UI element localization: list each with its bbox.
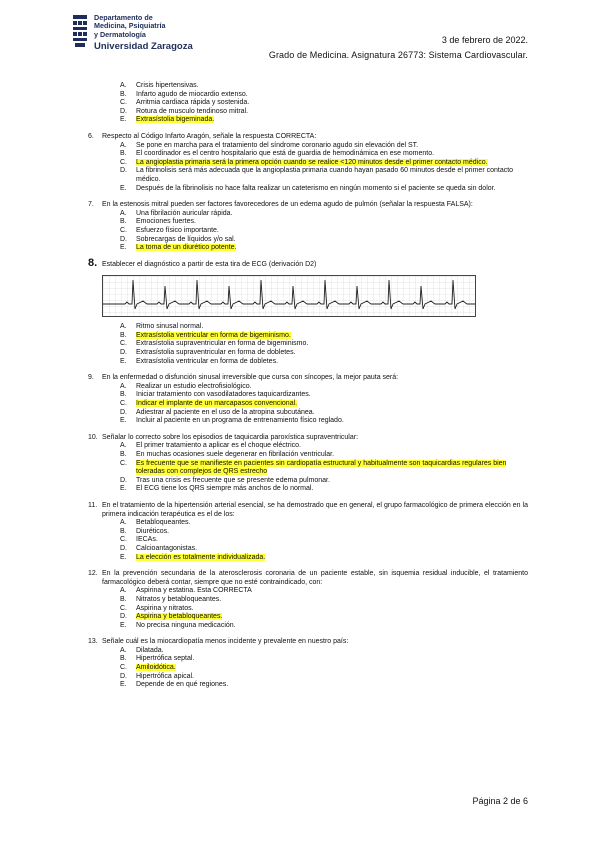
answer-option: [120, 528, 528, 537]
option-letter: B.: [120, 391, 127, 399]
answer-option: [120, 451, 528, 460]
answer-option: [120, 108, 528, 117]
question: [88, 502, 528, 562]
answer-option: [120, 647, 528, 656]
option-text: Tras una crisis es frecuente que se presente edema pulmonar.: [136, 476, 330, 484]
option-letter: A.: [120, 519, 127, 527]
option-letter: B.: [120, 451, 127, 458]
question-text: En el tratamiento de la hipertensión arterial esencial, se ha demostrado que en general, el grupo farmacológico de primera elección en la primera indicación terapéutica es el de los:: [102, 501, 528, 518]
answer-option: [120, 417, 528, 426]
answer-option: [120, 596, 528, 605]
option-text: Después de la fibrinolisis no hace falta realizar un cateterismo en ningún momento si el paciente se queda sin dolor.: [136, 184, 496, 192]
exam-date: 3 de febrero de 2022.: [441, 35, 528, 45]
highlighted-option-text: Amiloidótica.: [136, 664, 176, 672]
option-letter: E.: [120, 621, 127, 629]
option-text: Emociones fuertes.: [136, 218, 196, 226]
university-emblem-icon: [72, 14, 88, 52]
page-number: Página 2 de 6: [472, 796, 528, 806]
option-text: Nitratos y betabloqueantes.: [136, 595, 222, 603]
question: [88, 570, 528, 630]
option-letter: C.: [120, 340, 127, 348]
option-letter: C.: [120, 536, 127, 544]
option-text: Dilatada.: [136, 646, 164, 654]
option-letter: A.: [120, 82, 127, 89]
answer-option: [120, 227, 528, 236]
option-text: El ECG tiene los QRS siempre más anchos de lo normal.: [136, 485, 314, 493]
answer-option: [120, 185, 528, 194]
option-text: Calcioantagonistas.: [136, 544, 198, 552]
ecg-strip-image: [102, 275, 476, 317]
option-letter: C.: [120, 400, 127, 408]
question-number: 11.: [88, 501, 98, 509]
question: [88, 374, 528, 426]
answer-option: [120, 673, 528, 682]
option-letter: C.: [120, 664, 127, 672]
question-number: 6.: [88, 132, 94, 140]
option-letter: D.: [120, 107, 127, 115]
answer-option: [120, 323, 528, 332]
option-text: Esfuerzo físico importante.: [136, 226, 219, 234]
option-text: Rotura de musculo tendinoso mitral.: [136, 107, 249, 115]
option-text: Una fibrilación auricular rápida.: [136, 209, 233, 217]
question: [88, 201, 528, 253]
option-text: En muchas ocasiones suele degenerar en fibrilación ventricular.: [136, 451, 335, 458]
answer-option: [120, 409, 528, 418]
highlighted-option-text: La angioplastia primaria será la primera opción cuando se realice <120 minutos desde el primer contacto médico.: [136, 158, 488, 166]
answer-option: [120, 613, 528, 622]
option-letter: B.: [120, 595, 127, 603]
option-text: Iniciar tratamiento con vasodilatadores taquicardizantes.: [136, 391, 311, 399]
answer-option: [120, 167, 528, 184]
question-text: Respecto al Código Infarto Aragón, señale la respuesta CORRECTA:: [102, 132, 317, 140]
answer-option: [120, 218, 528, 227]
option-letter: A.: [120, 209, 127, 217]
option-letter: A.: [120, 323, 127, 331]
option-letter: D.: [120, 613, 127, 621]
option-letter: B.: [120, 90, 127, 98]
highlighted-option-text: Es frecuente que se manifieste en pacientes sin cardiopatía estructural y habitualmente son taquicardias regulares bien toleradas con complejos de QRS estrecho: [136, 459, 507, 476]
option-letter: C.: [120, 99, 127, 107]
answer-option: [120, 391, 528, 400]
question-text: Señalar lo correcto sobre los episodios de taquicardia paroxística supraventricular:: [102, 433, 359, 441]
answer-option: [120, 349, 528, 358]
answer-option: [120, 485, 528, 494]
option-letter: C.: [120, 158, 127, 166]
option-text: Diuréticos.: [136, 527, 170, 535]
question-text: Señale cuál es la miocardiopatía menos incidente y prevalente en nuestro país:: [102, 638, 349, 646]
option-text: Sobrecargas de líquidos y/o sal.: [136, 235, 236, 243]
option-letter: A.: [120, 646, 127, 654]
option-letter: D.: [120, 235, 127, 243]
option-letter: A.: [120, 141, 127, 149]
highlighted-option-text: Extrasístolia ventricular en forma de bigeminismo.: [136, 331, 291, 339]
highlighted-option-text: La elección es totalmente individualizada.: [136, 553, 266, 561]
answer-option: [120, 681, 528, 690]
option-letter: E.: [120, 553, 127, 561]
answer-option: [120, 236, 528, 245]
option-letter: D.: [120, 476, 127, 484]
option-text: Extrasístolia supraventricular en forma de bigeminismo.: [136, 340, 309, 348]
option-text: Hipertrófica septal.: [136, 655, 195, 663]
answer-option: [120, 655, 528, 664]
question-8: [88, 256, 528, 367]
option-text: Realizar un estudio electrofisiológico.: [136, 382, 252, 390]
answer-option: [120, 536, 528, 545]
answer-option: [120, 442, 528, 451]
option-text: Se pone en marcha para el tratamiento del síndrome coronario agudo sin elevación del ST.: [136, 141, 419, 149]
option-text: La fibrinolisis será más adecuada que la angioplastia primaria cuando hayan pasado 60 minutos desde el primer contacto médico.: [136, 167, 514, 183]
question-number: 12.: [88, 570, 98, 578]
option-letter: E.: [120, 116, 127, 124]
highlighted-option-text: Indicar el implante de un marcapasos convencional.: [136, 400, 298, 408]
question-number: 7.: [88, 201, 94, 209]
answer-option: [120, 159, 528, 168]
option-letter: B.: [120, 218, 127, 226]
question-text: En la enfermedad o disfunción sinusal irreversible que cursa con síncopes, la mejor pauta será:: [102, 374, 399, 382]
option-text: El primer tratamiento a aplicar es el choque eléctrico.: [136, 442, 301, 450]
answer-option: [120, 477, 528, 486]
option-letter: D.: [120, 672, 127, 680]
answer-option: [120, 605, 528, 614]
answer-option: [120, 142, 528, 151]
question: [88, 638, 528, 690]
answer-option: [120, 622, 528, 631]
option-text: Extrasístolia ventricular en forma de dobletes.: [136, 357, 279, 365]
option-text: Extrasístolia supraventricular en forma de dobletes.: [136, 349, 296, 357]
highlighted-option-text: La toma de un diurético potente.: [136, 244, 237, 252]
option-letter: A.: [120, 382, 127, 390]
option-letter: B.: [120, 331, 127, 339]
answer-option: [120, 99, 528, 108]
question: [88, 133, 528, 193]
answer-option: [120, 545, 528, 554]
option-text: Aspirina y estatina. Esta CORRECTA: [136, 587, 252, 595]
answer-option: [120, 587, 528, 596]
answer-option: [120, 91, 528, 100]
answer-option: [120, 332, 528, 341]
answer-option: [120, 82, 528, 91]
option-text: No precisa ninguna medicación.: [136, 621, 236, 629]
answer-option: [120, 664, 528, 673]
question-number: 13.: [88, 638, 98, 646]
option-letter: B.: [120, 150, 127, 158]
department-name: Departamento de Medicina, Psiquiatría y Dermatología: [94, 13, 166, 39]
option-letter: A.: [120, 442, 127, 450]
university-logo: [72, 12, 212, 58]
university-name: Universidad Zaragoza: [94, 41, 193, 52]
answer-option: [120, 519, 528, 528]
option-text: Depende de en qué regiones.: [136, 681, 229, 689]
option-letter: E.: [120, 485, 127, 493]
option-text: Aspirina y nitratos.: [136, 604, 194, 612]
option-letter: C.: [120, 459, 127, 467]
answer-option: [120, 460, 528, 477]
question-number: 8.: [88, 256, 98, 269]
option-letter: E.: [120, 681, 127, 689]
option-text: Adiestrar al paciente en el uso de la atropina subcutánea.: [136, 408, 315, 416]
answer-option: [120, 150, 528, 159]
option-letter: E.: [120, 244, 127, 252]
option-text: Incluir al paciente en un programa de entrenamiento físico reglado.: [136, 417, 344, 425]
option-text: Crisis hipertensivas.: [136, 82, 199, 89]
question-number: 9.: [88, 374, 94, 382]
option-text: El coordinador es el centro hospitalario que está de guardia de hemodinámica en ese momento.: [136, 150, 435, 158]
option-letter: D.: [120, 544, 127, 552]
exam-content: [88, 82, 528, 698]
option-text: Betabloqueantes.: [136, 519, 191, 527]
answer-option: [120, 210, 528, 219]
option-letter: E.: [120, 184, 127, 192]
answer-option: [120, 400, 528, 409]
option-letter: C.: [120, 226, 127, 234]
option-text: Infarto agudo de miocardio extenso.: [136, 90, 248, 98]
option-letter: A.: [120, 587, 127, 595]
option-letter: E.: [120, 357, 127, 365]
question-text: En la estenosis mitral pueden ser factores favorecedores de un edema agudo de pulmón (señalar la respuesta FALSA):: [102, 201, 473, 209]
answer-option: [120, 383, 528, 392]
highlighted-option-text: Extrasístolia bigeminada.: [136, 116, 215, 124]
option-letter: B.: [120, 655, 127, 663]
highlighted-option-text: Aspirina y betabloqueantes.: [136, 613, 223, 621]
option-letter: E.: [120, 417, 127, 425]
answer-option: [120, 358, 528, 367]
answer-option: [120, 340, 528, 349]
option-text: Arritmia cardiaca rápida y sostenida.: [136, 99, 250, 107]
option-letter: D.: [120, 167, 127, 175]
option-letter: B.: [120, 527, 127, 535]
question: [88, 434, 528, 494]
answer-option: [120, 244, 528, 253]
course-info: Grado de Medicina. Asignatura 26773: Sistema Cardiovascular.: [268, 50, 528, 60]
answer-option: [120, 116, 528, 125]
question-5-options: [88, 82, 528, 125]
option-letter: D.: [120, 349, 127, 357]
question-text: Establecer el diagnóstico a partir de esta tira de ECG (derivación D2): [102, 260, 317, 268]
option-text: Ritmo sinusal normal.: [136, 323, 204, 331]
option-letter: C.: [120, 604, 127, 612]
option-text: Hipertrófica apical.: [136, 672, 194, 680]
question-number: 10.: [88, 433, 98, 441]
option-text: IECAs.: [136, 536, 158, 544]
option-letter: D.: [120, 408, 127, 416]
answer-option: [120, 554, 528, 563]
question-text: En la prevención secundaria de la aterosclerosis coronaria de un paciente estable, sin isquemia residual inducible, el tratamiento farmacológico deberá contar, siempre que no esté contraindicado, con:: [102, 570, 528, 586]
